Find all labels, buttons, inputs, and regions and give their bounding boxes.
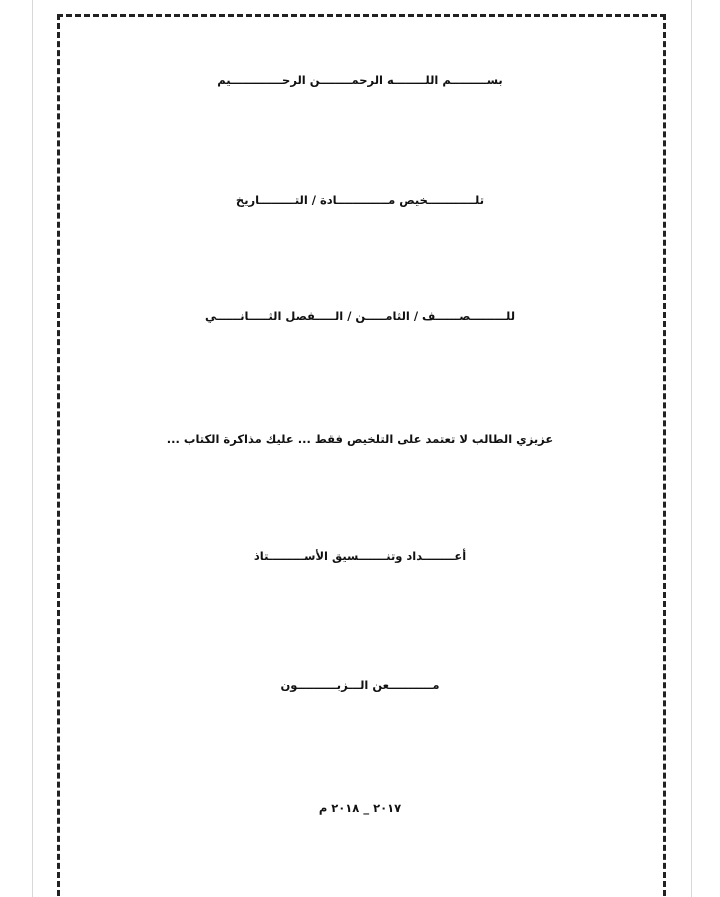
student-advice-note: عزيزي الطالب لا تعتمد على التلخيص فقط ... عليك مذاكرة الكتاب ... — [166, 432, 554, 446]
subject-title: تلــــــــــــخيص مـــــــــــــادة / التـــــــــاريخ — [235, 193, 485, 207]
academic-year: ٢٠١٧ _ ٢٠١٨ م — [318, 801, 402, 815]
dashed-page-border — [57, 14, 666, 896]
teacher-name: مـــــــــــعن الـــزبــــــــــون — [280, 678, 440, 692]
prepared-by-label: أعــــــــداد وتنـــــــسيق الأســـــــــتاذ — [253, 549, 467, 563]
grade-semester-line: للـــــــــصــــــف / الثامـــــن / الـــــفصل الثـــــانــــــي — [204, 309, 516, 323]
basmala-line: بســـــــــم اللــــــــه الرحمــــــــن الرحـــــــــــــيم — [217, 73, 503, 87]
